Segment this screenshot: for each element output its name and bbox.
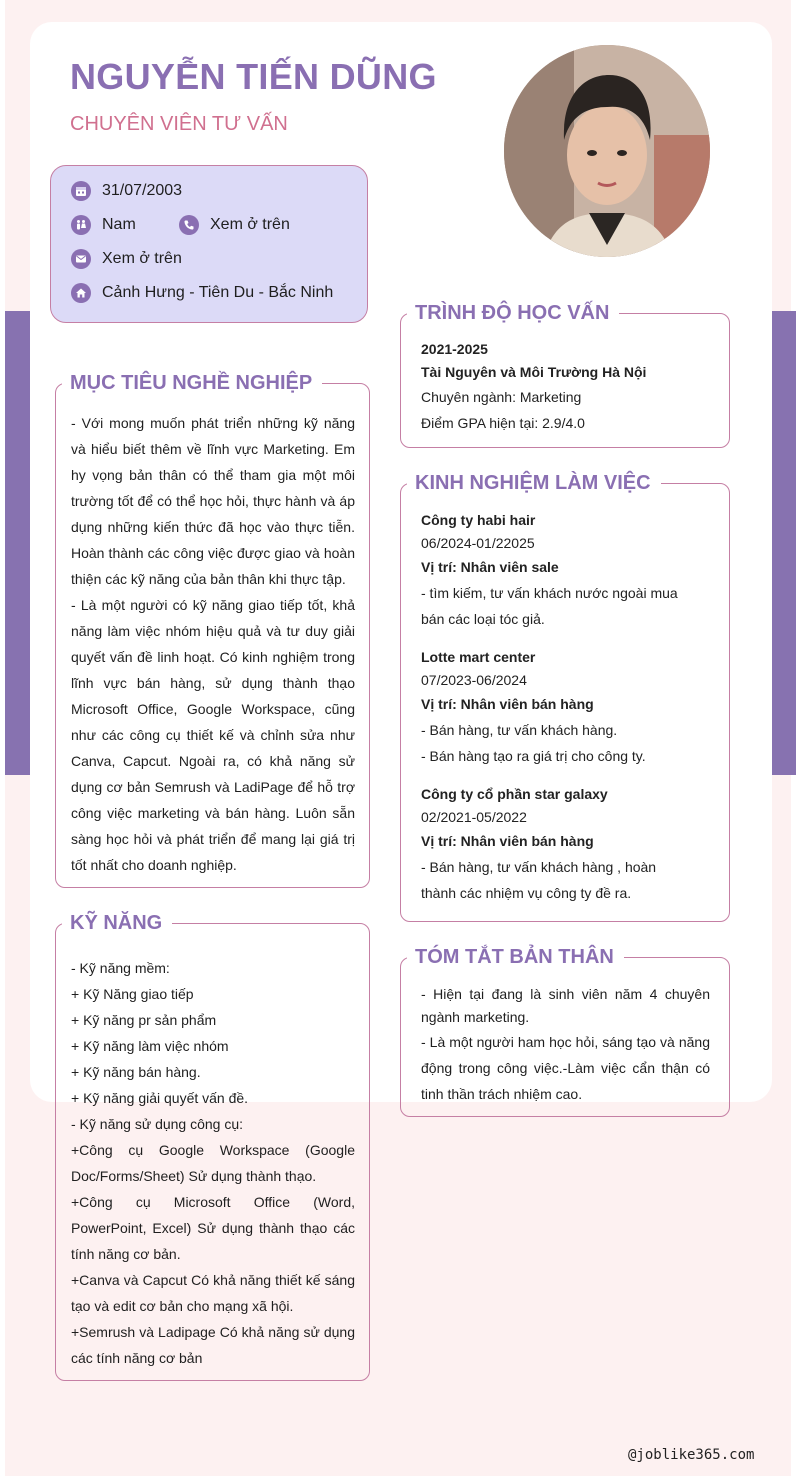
experience-desc: - Bán hàng, tư vấn khách hàng. (421, 722, 618, 738)
education-years: 2021-2025 (421, 341, 488, 357)
contact-phone (179, 215, 290, 235)
experience-desc: - tìm kiếm, tư vấn khách nước ngoài mua bán các loại tóc giả. (421, 585, 678, 627)
profile-photo-illustration (504, 45, 710, 257)
experience-date: 06/2024-01/22025 (421, 535, 535, 551)
skills-section (55, 923, 370, 1381)
experience-company: Lotte mart center (421, 649, 536, 665)
objective-body (71, 410, 355, 878)
experience-desc: - Bán hàng tạo ra giá trị cho công ty. (421, 748, 646, 764)
skills-title: KỸ NĂNG (62, 910, 172, 936)
education-body (421, 338, 716, 436)
experience-body (421, 509, 681, 914)
footer-handle: @joblike365.com (628, 1447, 755, 1463)
birthdate-text: 31/07/2003 (102, 182, 183, 199)
contact-address (71, 283, 333, 303)
skills-line: - Kỹ năng mềm: (71, 960, 170, 976)
skills-line: + Kỹ năng giải quyết vấn đề. (71, 1090, 249, 1106)
gender-icon (71, 215, 91, 235)
decorative-stripe-left (5, 311, 31, 775)
contact-birthdate (71, 181, 182, 201)
decorative-stripe-right (772, 311, 796, 775)
skills-line: + Kỹ năng bán hàng. (71, 1064, 201, 1080)
experience-title: KINH NGHIỆM LÀM VIỆC (407, 470, 661, 496)
skills-line: +Semrush và Ladipage Có khả năng sử dụng các tính năng cơ bản (71, 1324, 355, 1366)
education-major: Chuyên ngành: Marketing (421, 389, 582, 405)
experience-date: 07/2023-06/2024 (421, 672, 527, 688)
candidate-name: NGUYỄN TIẾN DŨNG (70, 56, 437, 97)
skills-line: +Công cụ Google Workspace (Google Doc/Forms/Sheet) Sử dụng thành thạo. (71, 1142, 355, 1184)
phone-text: Xem ở trên (210, 216, 290, 233)
objective-paragraph-2: - Là một người có kỹ năng giao tiếp tốt, khả năng làm việc nhóm hiệu quả và tư duy giải quyết vấn đề linh hoạt. Có kinh nghiệm trong lĩnh vực bán hàng, sử dụng thành thạo Microsoft Office, Google Workspace, cũng như các công cụ thiết kế và chỉnh sửa như Canva, Capcut. Ngoài ra, có khả năng sử dụng cơ bản Semrush và LadiPage để hỗ trợ công việc marketing và bán hàng. Luôn sẵn sàng học hỏi và phát triển để mang lại giá trị tốt nhất cho doanh nghiệp. (71, 597, 355, 873)
objective-title: MỤC TIÊU NGHỀ NGHIỆP (62, 370, 322, 396)
education-title: TRÌNH ĐỘ HỌC VẤN (407, 300, 619, 326)
experience-role: Vị trí: Nhân viên sale (421, 559, 559, 575)
experience-role: Vị trí: Nhân viên bán hàng (421, 696, 594, 712)
email-icon (71, 249, 91, 269)
education-section (400, 313, 730, 448)
skills-line: - Kỹ năng sử dụng công cụ: (71, 1116, 244, 1132)
education-school: Tài Nguyên và Môi Trường Hà Nội (421, 364, 647, 380)
skills-line: + Kỹ năng pr sản phẩm (71, 1012, 217, 1028)
calendar-icon (71, 181, 91, 201)
experience-item (421, 509, 681, 632)
skills-line: +Canva và Capcut Có khả năng thiết kế sáng tạo và edit cơ bản cho mạng xã hội. (71, 1272, 355, 1314)
experience-desc: - Bán hàng, tư vấn khách hàng , hoàn thành các nhiệm vụ công ty đề ra. (421, 859, 657, 901)
objective-paragraph-1: - Với mong muốn phát triển những kỹ năng và hiểu biết thêm về lĩnh vực Marketing. Em hy vọng bản thân có thể tham gia một môi trường tốt để có thể học hỏi, thực hành và áp dụng những kiến thức đã học vào thực tiễn. Hoàn thành các công việc được giao và hoàn thiện các kỹ năng của bản thân khi thực tập. (71, 415, 355, 587)
skills-line: +Công cụ Microsoft Office (Word, PowerPoint, Excel) Sử dụng thành thạo các tính năng cơ bản. (71, 1194, 355, 1262)
gender-text: Nam (102, 216, 136, 233)
education-gpa: Điểm GPA hiện tại: 2.9/4.0 (421, 415, 585, 431)
contact-email (71, 249, 182, 269)
experience-item (421, 646, 681, 769)
home-icon (71, 283, 91, 303)
skills-line: + Kỹ năng làm việc nhóm (71, 1038, 229, 1054)
experience-company: Công ty habi hair (421, 512, 536, 528)
experience-date: 02/2021-05/2022 (421, 809, 527, 825)
skills-body (71, 955, 355, 1371)
summary-section (400, 957, 730, 1117)
skills-line: + Kỹ Năng giao tiếp (71, 986, 194, 1002)
summary-title: TÓM TẮT BẢN THÂN (407, 944, 624, 970)
address-text: Cảnh Hưng - Tiên Du - Bắc Ninh (102, 284, 334, 301)
objective-section (55, 383, 370, 888)
summary-body (421, 983, 710, 1107)
experience-item (421, 783, 681, 906)
profile-photo (504, 45, 710, 257)
experience-company: Công ty cổ phần star galaxy (421, 786, 608, 802)
summary-line: - Là một người ham học hỏi, sáng tạo và năng động trong công việc.-Làm việc cẩn thận có tinh thần trách nhiệm cao. (421, 1034, 710, 1102)
phone-icon (179, 215, 199, 235)
experience-section (400, 483, 730, 922)
job-title: CHUYÊN VIÊN TƯ VẤN (70, 113, 288, 135)
experience-role: Vị trí: Nhân viên bán hàng (421, 833, 594, 849)
contact-gender (71, 215, 136, 235)
email-text: Xem ở trên (102, 250, 182, 267)
summary-line: - Hiện tại đang là sinh viên năm 4 chuyên ngành marketing. (421, 986, 710, 1025)
